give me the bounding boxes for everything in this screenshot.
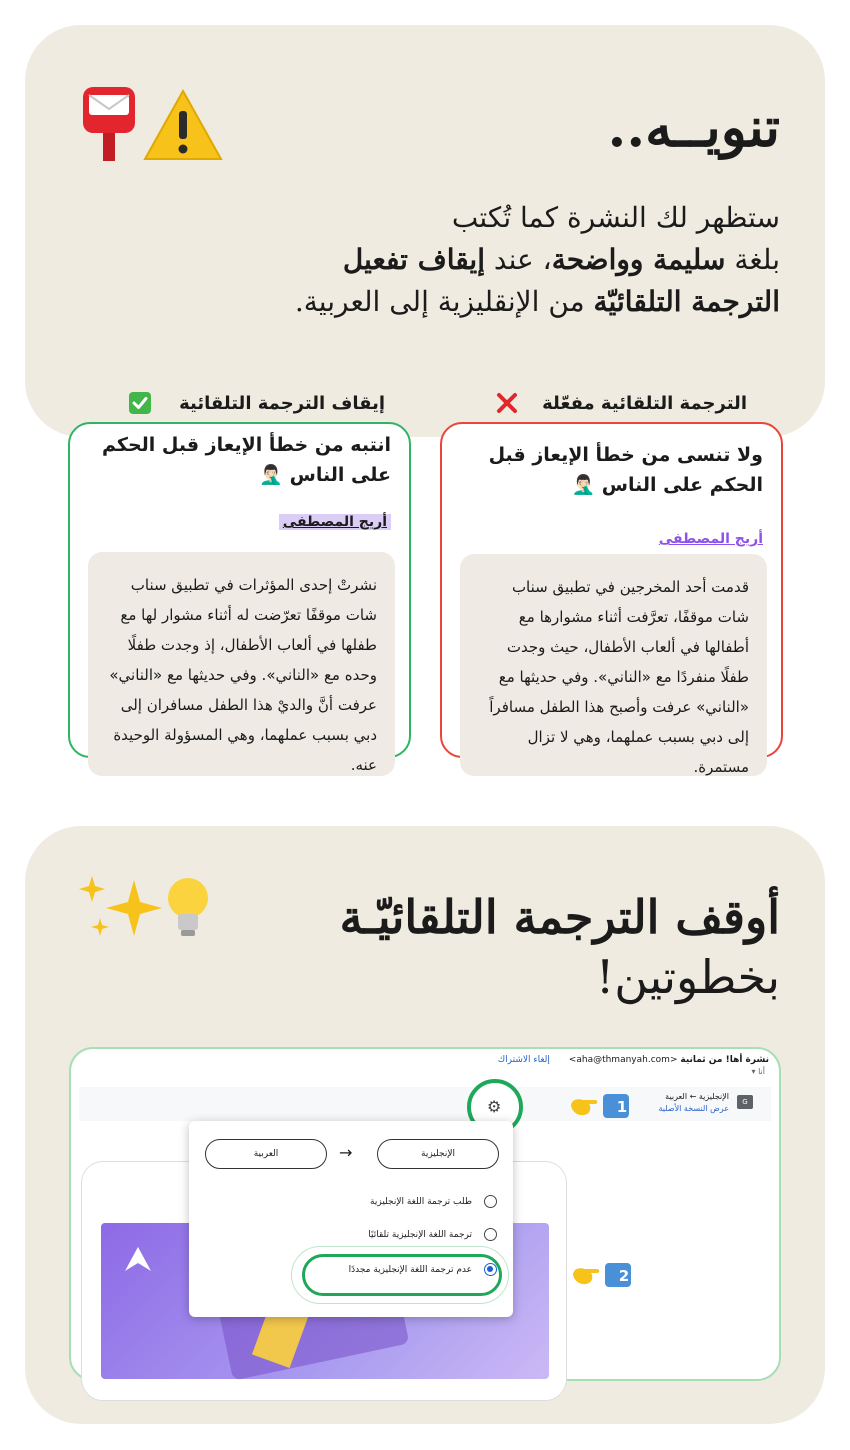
arrow-right-icon: →	[339, 1143, 353, 1162]
intro-line-3: الترجمة التلقائيّة من الإنقليزية إلى العربية.	[294, 285, 780, 318]
step-1-badge: 1	[616, 1098, 628, 1116]
auto-translate-off-label: إيقاف الترجمة التلقائية	[179, 393, 385, 414]
original-author-link[interactable]: أريج المصطفى	[279, 514, 391, 530]
check-mark-icon	[129, 392, 151, 414]
notice-title: تنويــه..	[607, 95, 780, 159]
bulb-sparkles-emoji-icon	[70, 874, 210, 944]
thmanyah-logo-icon	[123, 1245, 153, 1275]
translation-bar	[79, 1087, 771, 1121]
target-language-select[interactable]: العربية	[205, 1139, 327, 1169]
source-language-select[interactable]: الإنجليزية	[377, 1139, 499, 1169]
intro-line-1: ستظهر لك النشرة كما تُكتب	[451, 201, 780, 234]
gear-icon: ⚙	[487, 1097, 502, 1116]
mail-header	[498, 1055, 769, 1065]
sender-name: نشرة أها! من ثمانية	[680, 1055, 769, 1065]
highlight-ring	[302, 1254, 502, 1296]
auto-translate-on-label: الترجمة التلقائية مفعّلة	[542, 393, 747, 414]
option-auto-translate[interactable]: ترجمة اللغة الإنجليزية تلقائيًا	[368, 1226, 497, 1244]
steps-subtitle: بخطوتين!	[595, 950, 780, 1004]
unsubscribe-link[interactable]: إلغاء الاشتراك	[497, 1055, 550, 1065]
steps-card	[25, 826, 825, 1424]
steps-title: أوقف الترجمة التلقائيّـة	[339, 890, 780, 944]
translate-from-to: الإنجليزية ← العربية	[665, 1092, 729, 1101]
translate-icon: G	[737, 1095, 753, 1109]
gmail-screenshot	[69, 1047, 781, 1381]
translated-quote: قدمت أحد المخرجين في تطبيق سناب شات موقفًا، تعرَّفت أثناء مشوارها مع أطفالها في ألعاب الأطفال، حيث وجدت طفلًا منفردًا مع «الناني». وفي حديثها مع «الناني» عرفت وأصبح هذا الطفل مسافراً إلى دبي بسبب عملهما، وهي لا تزال مستمرة.	[460, 554, 767, 776]
translated-example-box	[440, 422, 783, 776]
option-ask-translate[interactable]: طلب ترجمة اللغة الإنجليزية	[370, 1193, 497, 1211]
option-never-translate[interactable]: عدم ترجمة اللغة الإنجليزية مجددًا	[349, 1261, 497, 1279]
step-2-badge: 2	[618, 1267, 630, 1285]
notice-card	[25, 25, 825, 437]
notice-intro	[80, 197, 780, 323]
radio-icon[interactable]	[484, 1228, 497, 1241]
radio-icon[interactable]	[484, 1195, 497, 1208]
view-original-link[interactable]: عرض النسخة الأصلية	[658, 1104, 729, 1113]
intro-line-2: بلغة سليمة وواضحة، عند إيقاف تفعيل	[342, 243, 780, 276]
translated-author-link[interactable]: أريج المصطفى	[658, 531, 763, 547]
cross-mark-icon	[495, 391, 519, 415]
translated-heading: ولا تنسى من خطأ الإيعاز قبل الحكم على الناس 🤦🏻‍♂️	[488, 444, 763, 496]
recipient-me[interactable]: أنا ▾	[751, 1067, 765, 1076]
original-example-box	[68, 422, 411, 774]
warning-mailbox-emoji-icon	[83, 83, 223, 163]
original-heading: انتبه من خطأ الإيعاز قبل الحكم على الناس 🤦🏻‍♂️	[102, 434, 391, 486]
sender-email: <aha@thmanyah.com>	[568, 1055, 678, 1065]
original-quote: نشرتْ إحدى المؤثرات في تطبيق سناب شات موقفًا تعرّضت له أثناء مشوار لها مع طفلها في ألعاب الأطفال، إذ وجدت طفلًا وحده مع «الناني». وفي حديثها مع «الناني» عرفت أنَّ والديْ هذا الطفل مسافران إلى دبي بسبب عملهما، وهي المسؤولة الوحيدة عنه.	[88, 552, 395, 776]
translation-info	[658, 1091, 729, 1115]
